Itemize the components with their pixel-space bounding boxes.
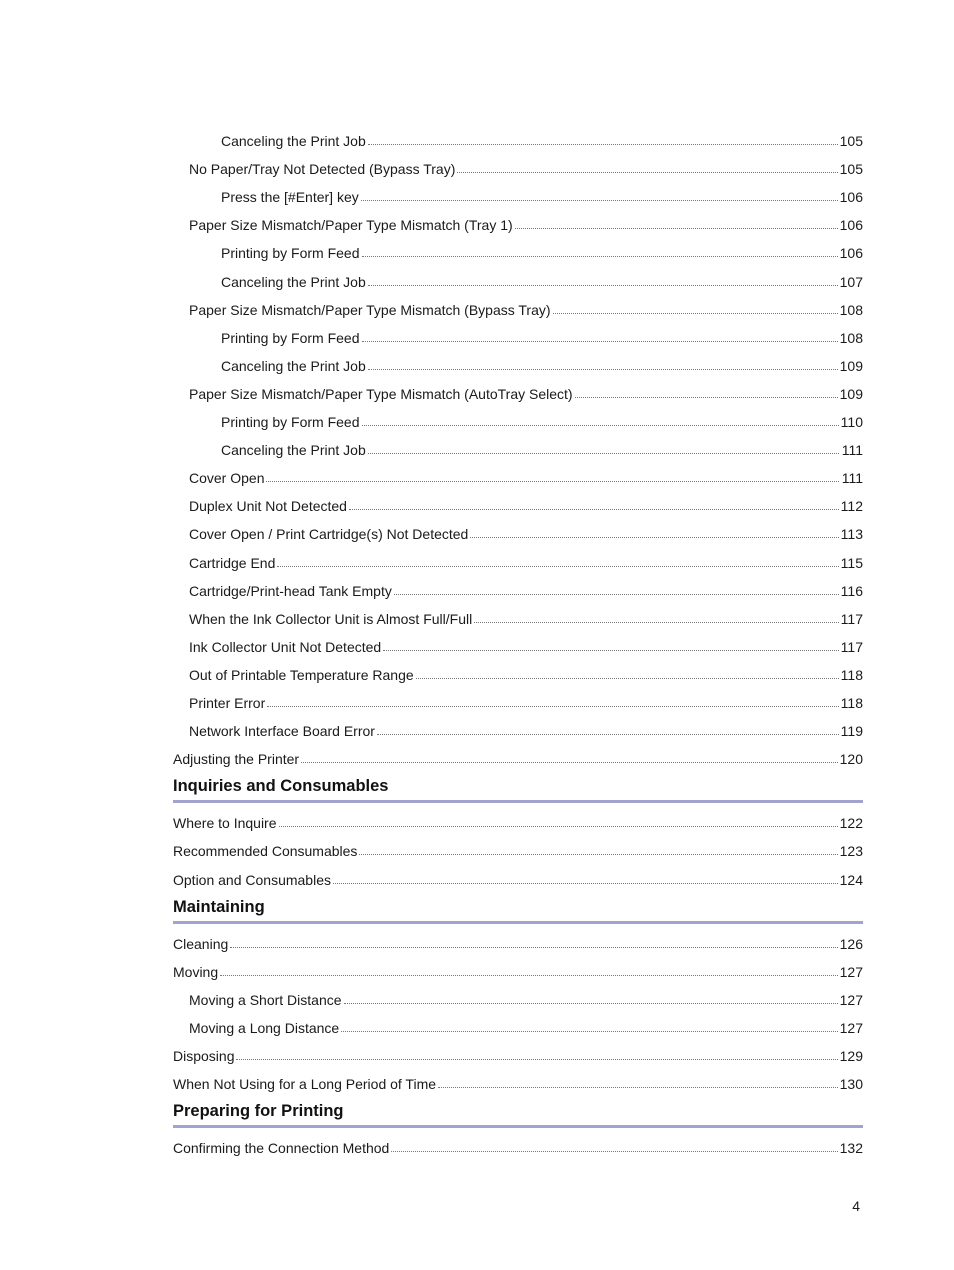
toc-entry[interactable] — [189, 666, 863, 684]
toc-entry-label: Ink Collector Unit Not Detected — [189, 638, 382, 655]
toc-entry[interactable] — [221, 441, 863, 459]
toc-entry-label: Cover Open — [189, 470, 265, 487]
toc-entry-page: 106 — [839, 217, 863, 234]
toc-entry-page: 112 — [840, 498, 863, 515]
toc-entry-label: Printing by Form Feed — [221, 329, 360, 346]
section-heading: Maintaining — [173, 896, 863, 924]
toc-entry[interactable] — [173, 1139, 863, 1157]
dot-leader — [220, 962, 838, 976]
toc-entry[interactable] — [173, 842, 863, 860]
dot-leader — [368, 272, 838, 286]
toc-entry[interactable] — [189, 1019, 863, 1037]
dot-leader — [301, 749, 838, 763]
toc-entry[interactable] — [189, 160, 863, 178]
toc-entry-page: 119 — [840, 723, 863, 740]
dot-leader — [368, 131, 838, 145]
toc-entry-page: 109 — [839, 357, 863, 374]
dot-leader — [266, 468, 839, 482]
toc-entry-label: When Not Using for a Long Period of Time — [173, 1076, 437, 1093]
dot-leader — [457, 159, 837, 173]
toc-entry-page: 132 — [839, 1140, 863, 1157]
toc-entry-label: Paper Size Mismatch/Paper Type Mismatch (Bypass Tray) — [189, 301, 551, 318]
toc-entry-page: 120 — [839, 751, 863, 768]
toc-entry-label: Cartridge End — [189, 554, 276, 571]
toc-entry-page: 130 — [839, 1076, 863, 1093]
toc-entry-label: Paper Size Mismatch/Paper Type Mismatch (Tray 1) — [189, 217, 513, 234]
toc-entry-page: 109 — [839, 385, 863, 402]
toc-entry-label: Option and Consumables — [173, 871, 331, 888]
toc-entry-page: 116 — [840, 582, 863, 599]
dot-leader — [277, 553, 838, 567]
toc-entry[interactable] — [221, 329, 863, 347]
toc-entry-label: Canceling the Print Job — [221, 442, 366, 459]
toc-entry[interactable] — [189, 694, 863, 712]
toc-entry[interactable] — [189, 469, 863, 487]
dot-leader — [474, 609, 838, 623]
toc-entry-label: Moving a Long Distance — [189, 1019, 340, 1036]
dot-leader — [394, 581, 839, 595]
toc-entry-page: 111 — [841, 470, 863, 487]
toc-entry-page: 127 — [839, 963, 863, 980]
toc-entry-label: Paper Size Mismatch/Paper Type Mismatch (AutoTray Select) — [189, 385, 573, 402]
toc-entry-label: Canceling the Print Job — [221, 133, 366, 149]
toc-entry[interactable] — [189, 722, 863, 740]
toc-entry-label: Adjusting the Printer — [173, 751, 300, 768]
toc-entry-label: Confirming the Connection Method — [173, 1140, 390, 1157]
toc-entry-page: 110 — [840, 414, 863, 430]
toc-entry-page: 129 — [839, 1048, 863, 1064]
toc-entry[interactable] — [189, 638, 863, 656]
toc-entry-label: Duplex Unit Not Detected — [189, 498, 347, 515]
toc-entry[interactable] — [221, 357, 863, 375]
toc-entry-page: 124 — [839, 871, 863, 888]
dot-leader — [267, 693, 838, 707]
dot-leader — [362, 328, 838, 342]
dot-leader — [377, 721, 839, 735]
toc-entry-label: Cover Open / Print Cartridge(s) Not Detected — [189, 526, 469, 543]
toc-entry-page: 108 — [839, 329, 863, 346]
dot-leader — [575, 384, 838, 398]
toc-entry-label: Disposing — [173, 1048, 235, 1064]
toc-entry-label: Canceling the Print Job — [221, 357, 366, 374]
toc-entry-label: Press the [#Enter] key — [221, 189, 359, 206]
dot-leader — [515, 215, 838, 229]
dot-leader — [470, 524, 838, 538]
toc-entry[interactable] — [189, 554, 863, 572]
toc-entry[interactable] — [189, 991, 863, 1009]
toc-entry[interactable] — [173, 1047, 863, 1065]
toc-entry-page: 118 — [840, 666, 863, 683]
dot-leader — [362, 243, 838, 257]
dot-leader — [344, 990, 838, 1004]
toc-entry-page: 126 — [839, 935, 863, 952]
toc-entry-label: Printer Error — [189, 695, 266, 711]
toc-entry-label: Moving — [173, 963, 219, 980]
toc-entry-label: No Paper/Tray Not Detected (Bypass Tray) — [189, 161, 456, 178]
toc-entry-page: 123 — [839, 843, 863, 860]
toc-entry[interactable] — [189, 301, 863, 319]
dot-leader — [236, 1046, 837, 1060]
section-heading: Preparing for Printing — [173, 1100, 863, 1128]
toc-entry[interactable] — [189, 497, 863, 515]
toc-entry[interactable] — [221, 244, 863, 262]
toc-entry-label: Out of Printable Temperature Range — [189, 666, 414, 683]
toc-entry[interactable] — [189, 385, 863, 403]
toc-entry-label: Printing by Form Feed — [221, 245, 360, 262]
toc-entry[interactable] — [221, 413, 863, 431]
toc-entry[interactable] — [221, 132, 863, 150]
toc-entry-page: 127 — [839, 1019, 863, 1036]
toc-entry[interactable] — [173, 963, 863, 981]
toc-entry[interactable] — [173, 750, 863, 768]
toc-entry[interactable] — [189, 216, 863, 234]
dot-leader — [362, 412, 839, 426]
toc-entry[interactable] — [173, 935, 863, 953]
toc-entry[interactable] — [189, 582, 863, 600]
toc-entry-label: Printing by Form Feed — [221, 414, 360, 430]
dot-leader — [341, 1018, 837, 1032]
dot-leader — [279, 813, 838, 827]
dot-leader — [359, 841, 837, 855]
toc-entry-page: 122 — [839, 815, 863, 832]
toc-entry-label: When the Ink Collector Unit is Almost Full/Full — [189, 610, 473, 627]
dot-leader — [438, 1074, 838, 1088]
dot-leader — [416, 665, 839, 679]
dot-leader — [391, 1138, 837, 1152]
dot-leader — [383, 637, 838, 651]
toc-entry[interactable] — [189, 525, 863, 543]
toc-entry-label: Cleaning — [173, 935, 229, 952]
toc-entry[interactable] — [173, 871, 863, 889]
toc-entry-label: Moving a Short Distance — [189, 991, 342, 1008]
toc-entry-label: Recommended Consumables — [173, 843, 358, 860]
section-heading: Inquiries and Consumables — [173, 775, 863, 803]
page-number: 4 — [852, 1198, 860, 1214]
dot-leader — [349, 496, 839, 510]
toc-entry-page: 127 — [839, 991, 863, 1008]
toc-entry[interactable] — [221, 273, 863, 291]
toc-entry[interactable] — [173, 814, 863, 832]
toc-entry-page: 118 — [840, 695, 863, 711]
dot-leader — [368, 356, 838, 370]
dot-leader — [361, 187, 838, 201]
toc-entry-page: 108 — [839, 301, 863, 318]
toc-entry-page: 107 — [839, 273, 863, 290]
dot-leader — [368, 440, 839, 454]
toc-entry-page: 117 — [840, 610, 863, 627]
toc-entry[interactable] — [173, 1075, 863, 1093]
toc-entry-page: 113 — [840, 526, 863, 543]
toc-entry-page: 105 — [839, 161, 863, 178]
toc-entry-page: 105 — [839, 133, 863, 149]
toc-entry-label: Canceling the Print Job — [221, 273, 366, 290]
dot-leader — [553, 300, 838, 314]
toc-entry-page: 117 — [840, 638, 863, 655]
toc-entry-label: Network Interface Board Error — [189, 723, 375, 740]
toc-entry-label: Cartridge/Print-head Tank Empty — [189, 582, 392, 599]
toc-entry[interactable] — [221, 188, 863, 206]
toc-entry-page: 106 — [839, 245, 863, 262]
dot-leader — [230, 934, 837, 948]
toc-entry[interactable] — [189, 610, 863, 628]
dot-leader — [333, 870, 838, 884]
toc-entry-page: 106 — [839, 189, 863, 206]
toc-entry-label: Where to Inquire — [173, 815, 277, 832]
toc-entry-page: 111 — [841, 442, 863, 459]
toc-entry-page: 115 — [840, 554, 863, 571]
